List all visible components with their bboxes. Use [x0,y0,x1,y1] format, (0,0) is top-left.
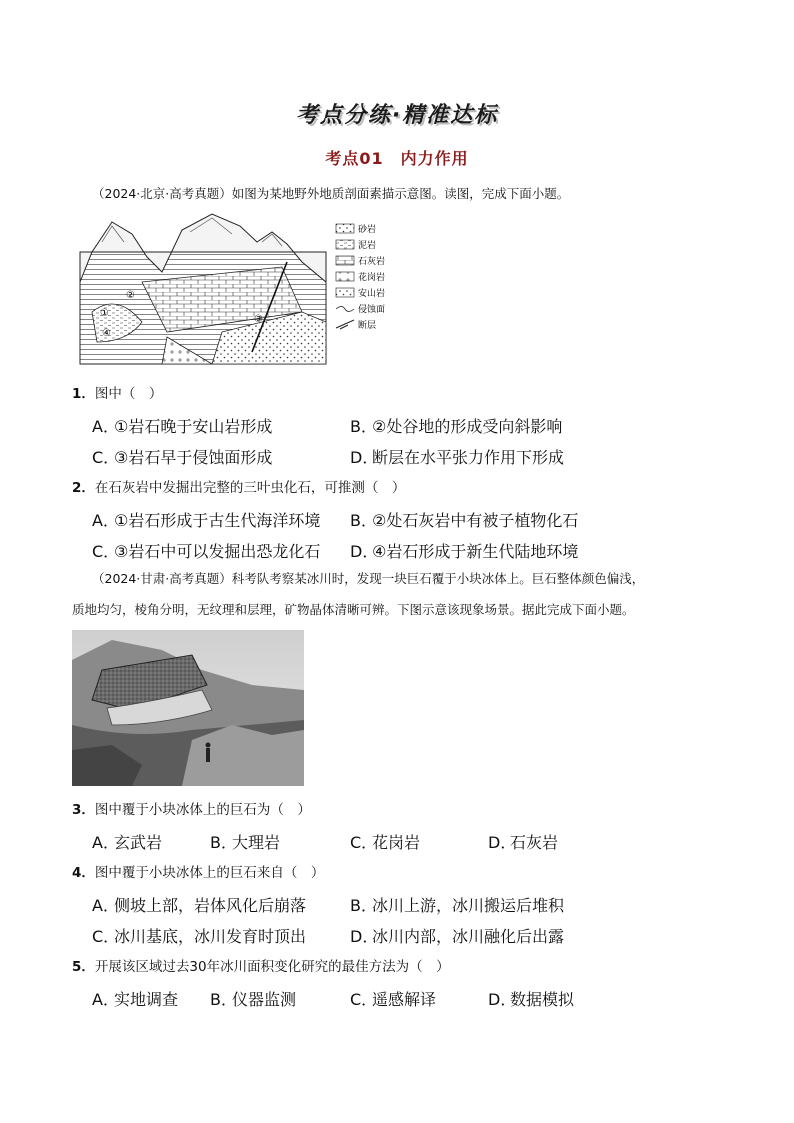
question-5-number: 5． [72,959,95,975]
question-4-stem: 图中覆于小块冰体上的巨石来自（ ） [94,865,325,881]
passage-2-line-1: 科考队考察某冰川时，发现一块巨石覆于小块冰体上。巨石整体颜色偏浅， [231,571,645,586]
geologic-cross-section-figure [72,212,402,370]
q2-option-d[interactable]: D．④岩石形成于新生代陆地环境 [350,542,579,561]
legend-sandstone: 砂岩 [358,225,377,235]
passage-1-text: 如图为某地野外地质剖面素描示意图。读图，完成下面小题。 [231,186,570,201]
figure-legend [336,223,385,331]
marker-4: ④ [102,328,111,339]
question-5-stem: 开展该区域过去30年冰川面积变化研究的最佳方法为（ ） [94,959,450,975]
marker-2: ② [126,290,135,301]
q2-option-a[interactable]: A．①岩石形成于古生代海洋环境 [92,511,321,530]
q3-option-b[interactable]: B．大理岩 [210,833,281,852]
section-title: 考点01 内力作用 [325,149,469,168]
passage-2-line-2: 质地均匀，棱角分明，无纹理和层理，矿物晶体清晰可辨。下图示意该现象场景。据此完成下面小题。 [72,602,635,617]
passage-1-source: （2024·北京·高考真题） [92,186,232,201]
passage-2 [92,563,732,594]
question-3 [72,798,311,818]
q3-option-a[interactable]: A．玄武岩 [92,833,163,852]
question-3-stem: 图中覆于小块冰体上的巨石为（ ） [94,802,311,818]
q2-option-b[interactable]: B．②处石灰岩中有被子植物化石 [350,511,579,530]
q5-option-c[interactable]: C．遥感解译 [350,990,437,1009]
question-1 [72,382,162,402]
passage-1 [92,178,732,209]
q1-option-b[interactable]: B．②处谷地的形成受向斜影响 [350,417,563,436]
q1-option-a[interactable]: A．①岩石晚于安山岩形成 [92,417,273,436]
question-1-number: 1． [72,386,95,402]
question-1-stem: 图中（ ） [94,386,163,402]
q1-option-c[interactable]: C．③岩石早于侵蚀面形成 [92,448,273,467]
question-2-stem: 在石灰岩中发掘出完整的三叶虫化石，可推测（ ） [94,480,406,496]
q4-option-b[interactable]: B．冰川上游，冰川搬运后堆积 [350,896,565,915]
marker-1: ① [100,308,109,319]
question-2 [72,476,405,496]
marker-3: ③ [254,314,263,325]
q1-option-d[interactable]: D．断层在水平张力作用下形成 [350,448,565,467]
q4-option-a[interactable]: A．侧坡上部，岩体风化后崩落 [92,896,307,915]
q3-option-c[interactable]: C．花岗岩 [350,833,421,852]
legend-granite: 花岗岩 [358,273,386,283]
q4-option-c[interactable]: C．冰川基底，冰川发育时顶出 [92,927,307,946]
q5-option-d[interactable]: D．数据模拟 [488,990,575,1009]
legend-mudstone: 泥岩 [358,241,377,251]
passage-2-continued [72,594,732,625]
boulder-on-ice-photo [72,630,304,786]
q2-option-c[interactable]: C．③岩石中可以发掘出恐龙化石 [92,542,321,561]
q5-option-a[interactable]: A．实地调查 [92,990,179,1009]
legend-fault: 断层 [358,321,377,331]
q4-option-d[interactable]: D．冰川内部，冰川融化后出露 [350,927,565,946]
question-3-number: 3． [72,802,95,818]
q3-option-d[interactable]: D．石灰岩 [488,833,559,852]
q5-option-b[interactable]: B．仪器监测 [210,990,297,1009]
legend-limestone: 石灰岩 [358,257,386,267]
question-4 [72,861,324,881]
question-2-number: 2． [72,480,95,496]
legend-andesite: 安山岩 [358,289,386,299]
banner-title: 考点分练·精准达标 [295,103,499,128]
question-5 [72,955,450,975]
legend-erosion-surface: 侵蚀面 [358,305,386,315]
question-4-number: 4． [72,865,95,881]
passage-2-source: （2024·甘肃·高考真题） [92,571,232,586]
